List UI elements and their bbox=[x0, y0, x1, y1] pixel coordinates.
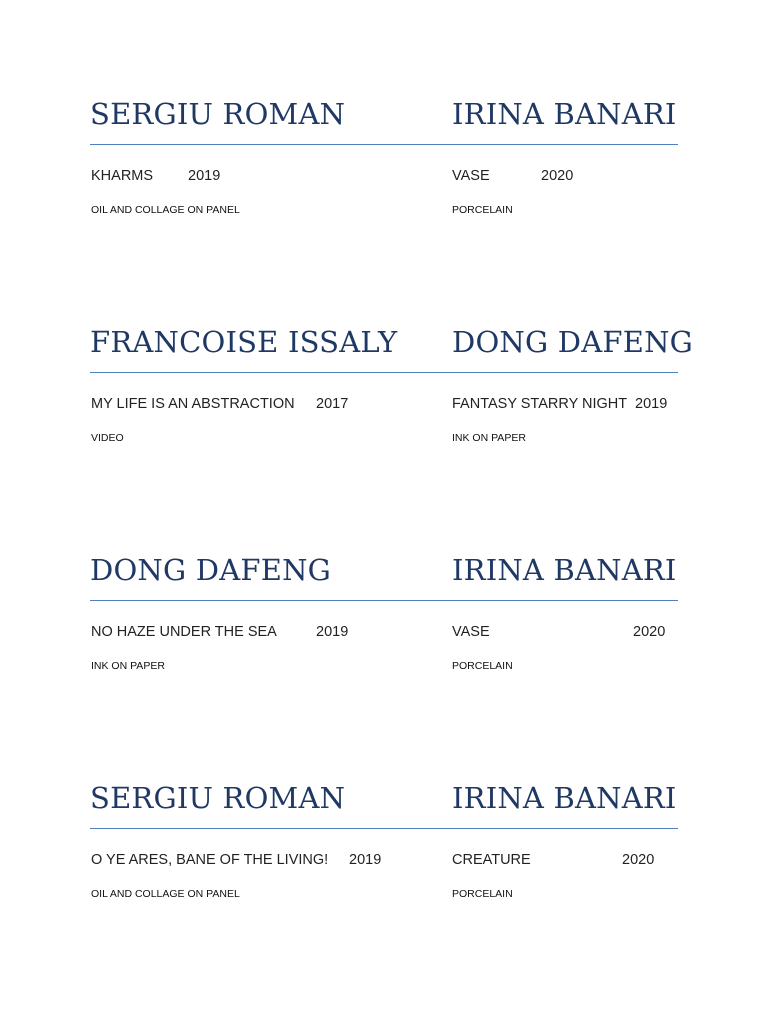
artwork-title: FANTASY STARRY NIGHT bbox=[452, 396, 628, 412]
artwork-year: 2017 bbox=[316, 396, 349, 412]
artist-name: IRINA BANARI bbox=[452, 97, 677, 131]
artist-name: SERGIU ROMAN bbox=[90, 97, 346, 131]
artwork-medium: INK ON PAPER bbox=[91, 660, 165, 672]
label-section-1 bbox=[90, 96, 678, 226]
artwork-medium: PORCELAIN bbox=[452, 660, 513, 672]
artwork-medium: OIL AND COLLAGE ON PANEL bbox=[91, 204, 240, 216]
artwork-medium: VIDEO bbox=[91, 432, 124, 444]
artwork-title: VASE bbox=[452, 168, 490, 184]
artwork-title: CREATURE bbox=[452, 852, 531, 868]
label-section-4 bbox=[90, 780, 678, 910]
label-section-3 bbox=[90, 552, 678, 682]
artist-name: IRINA BANARI bbox=[452, 781, 677, 815]
artwork-year: 2019 bbox=[349, 852, 382, 868]
divider-rule bbox=[90, 144, 678, 145]
label-section-2 bbox=[90, 324, 694, 454]
divider-rule bbox=[90, 828, 678, 829]
artwork-medium: PORCELAIN bbox=[452, 888, 513, 900]
artwork-year: 2020 bbox=[633, 624, 666, 640]
artwork-title: KHARMS bbox=[91, 168, 154, 184]
artwork-medium: PORCELAIN bbox=[452, 204, 513, 216]
artwork-year: 2019 bbox=[635, 396, 668, 412]
artwork-year: 2020 bbox=[622, 852, 655, 868]
artwork-year: 2019 bbox=[188, 168, 221, 184]
artist-name: DONG DAFENG bbox=[90, 553, 332, 587]
artwork-title: NO HAZE UNDER THE SEA bbox=[91, 624, 277, 640]
divider-rule bbox=[90, 372, 678, 373]
artwork-title: O YE ARES, BANE OF THE LIVING! bbox=[91, 852, 329, 868]
artwork-medium: OIL AND COLLAGE ON PANEL bbox=[91, 888, 240, 900]
artist-name: DONG DAFENG bbox=[452, 325, 694, 359]
artwork-year: 2020 bbox=[541, 168, 574, 184]
artist-name: IRINA BANARI bbox=[452, 553, 677, 587]
artwork-title: VASE bbox=[452, 624, 490, 640]
divider-rule bbox=[90, 600, 678, 601]
artwork-title: MY LIFE IS AN ABSTRACTION bbox=[91, 396, 295, 412]
artwork-year: 2019 bbox=[316, 624, 349, 640]
artist-name: SERGIU ROMAN bbox=[90, 781, 346, 815]
artwork-medium: INK ON PAPER bbox=[452, 432, 526, 444]
artist-name: FRANCOISE ISSALY bbox=[90, 325, 398, 359]
